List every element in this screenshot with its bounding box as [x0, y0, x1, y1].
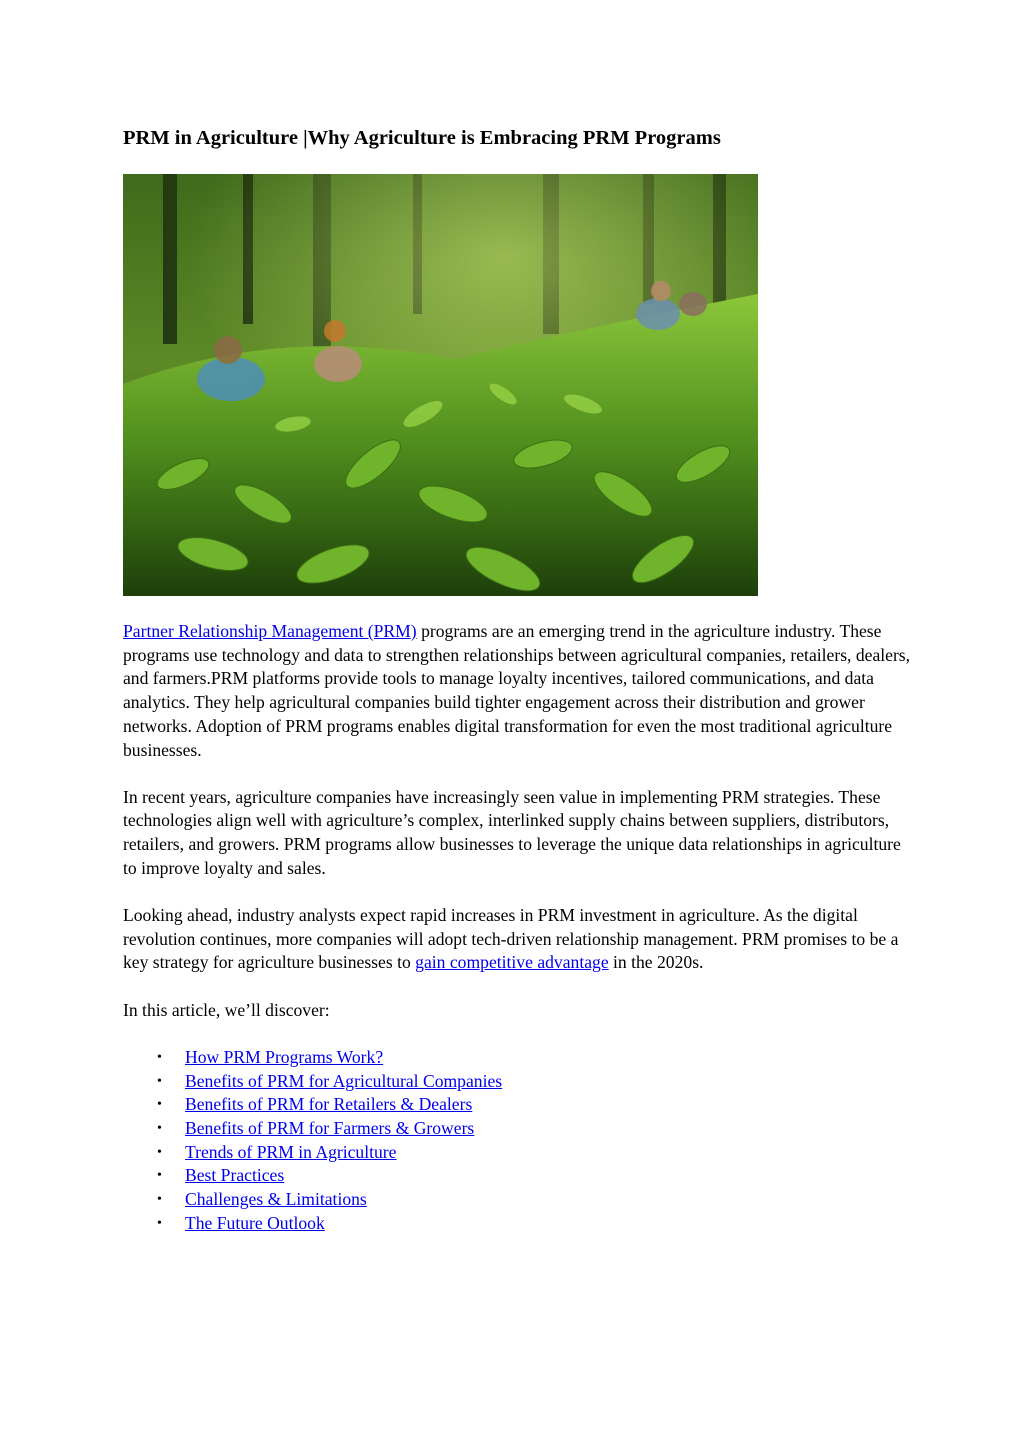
paragraph-3 — [123, 904, 913, 975]
toc-item — [123, 1070, 913, 1094]
toc-link-challenges[interactable]: Challenges & Limitations — [185, 1189, 367, 1210]
paragraph-3-text: Looking ahead, industry analysts expect rapid increases in PRM investment in agriculture. As the digital revolution continues, more companies will adopt tech-driven relationship management. PRM promises to be a key strategy for agriculture businesses to — [123, 905, 899, 973]
hero-image — [123, 174, 758, 596]
toc-item — [123, 1164, 913, 1188]
bullet-icon: • — [157, 1097, 162, 1113]
toc-item — [123, 1188, 913, 1212]
article-body — [123, 620, 913, 1235]
intro-text: programs are an emerging trend in the agriculture industry. These programs use technology and data to strengthen relationships between agricultural companies, retailers, dealers, and farmers.PRM platforms provide tools to manage loyalty incentives, tailored communications, and data analytics. They help agricultural companies build tighter engagement across their distribution and grower networks. Adoption of PRM programs enables digital transformation for even the most traditional agriculture businesses. — [123, 621, 911, 760]
bullet-icon: • — [157, 1215, 162, 1231]
bullet-icon: • — [157, 1120, 162, 1136]
competitive-advantage-link[interactable]: gain competitive advantage — [415, 952, 609, 973]
toc-item — [123, 1093, 913, 1117]
toc-link-benefits-retailers[interactable]: Benefits of PRM for Retailers & Dealers — [185, 1094, 473, 1115]
toc-link-future-outlook[interactable]: The Future Outlook — [185, 1212, 325, 1233]
bullet-icon: • — [157, 1144, 162, 1160]
bullet-icon: • — [157, 1073, 162, 1089]
article — [123, 124, 913, 1233]
tea-plantation-photo — [123, 174, 758, 596]
toc-item — [123, 1212, 913, 1236]
toc-intro: In this article, we’ll discover: — [123, 999, 330, 1020]
toc-link-trends[interactable]: Trends of PRM in Agriculture — [185, 1141, 397, 1162]
article-title: PRM in Agriculture |Why Agriculture is Embracing PRM Programs — [123, 127, 721, 149]
toc-link-benefits-companies[interactable]: Benefits of PRM for Agricultural Companies — [185, 1070, 503, 1091]
toc-item — [123, 1046, 913, 1070]
bullet-icon: • — [157, 1168, 162, 1184]
toc-item — [123, 1117, 913, 1141]
toc-link-how-prm-works[interactable]: How PRM Programs Work? — [185, 1046, 384, 1067]
toc-link-best-practices[interactable]: Best Practices — [185, 1165, 285, 1186]
prm-link[interactable]: Partner Relationship Management (PRM) — [123, 621, 417, 641]
table-of-contents — [123, 1046, 913, 1236]
toc-item — [123, 1141, 913, 1165]
intro-paragraph — [123, 620, 913, 762]
paragraph-3-tail: in the 2020s. — [608, 952, 704, 973]
bullet-icon: • — [157, 1192, 162, 1208]
toc-link-benefits-farmers[interactable]: Benefits of PRM for Farmers & Growers — [185, 1117, 475, 1138]
paragraph-2: In recent years, agriculture companies have increasingly seen value in implementing PRM strategies. These technologies align well with agriculture’s complex, interlinked supply chains between suppliers, distributors, retailers, and growers. PRM programs allow businesses to leverage the unique data relationships in agriculture to improve loyalty and sales. — [123, 786, 901, 878]
bullet-icon: • — [157, 1049, 162, 1065]
